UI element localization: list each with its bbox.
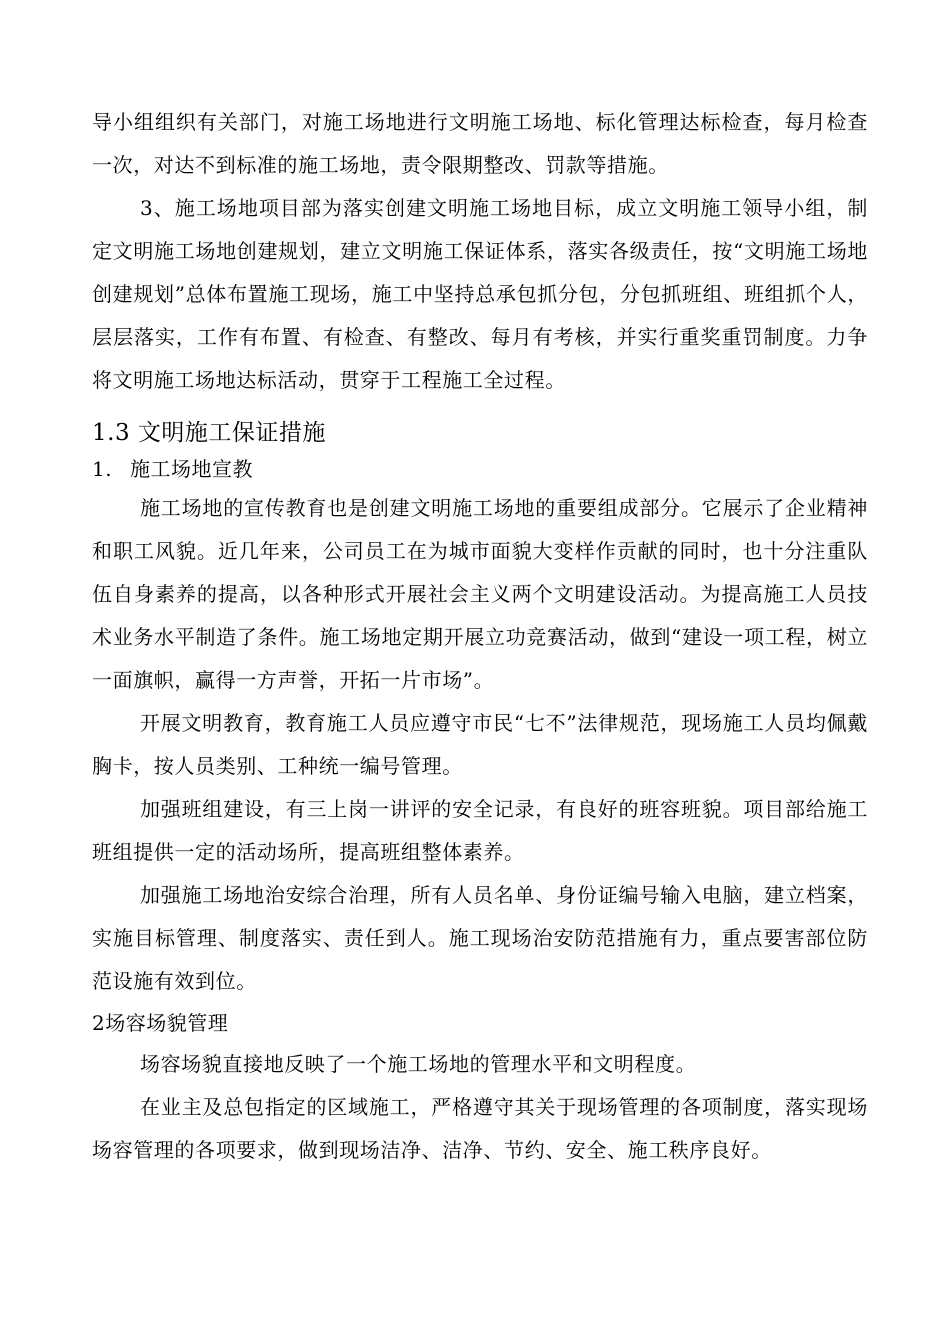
- subsection-heading-1: [92, 452, 868, 487]
- subsection-heading-2: 2场容场貌管理: [92, 1011, 229, 1035]
- subsection-title: 施工场地宣教: [130, 457, 253, 481]
- paragraph-item-3: 3、施工场地项目部为落实创建文明施工场地目标，成立文明施工领导小组，制定文明施工场地创建规划，建立文明施工保证体系，落实各级责任，按“文明施工场地创建规划”总体布置施工现场，施工中坚持总承包抓分包，分包抓班组、班组抓个人，层层落实，工作有布置、有检查、有整改、每月有考核，并实行重奖重罚制度。力争将文明施工场地达标活动，贯穿于工程施工全过程。: [92, 196, 868, 392]
- paragraph: 开展文明教育，教育施工人员应遵守市民“七不”法律规范，现场施工人员均佩戴胸卡，按人员类别、工种统一编号管理。: [92, 711, 868, 778]
- paragraph: 施工场地的宣传教育也是创建文明施工场地的重要组成部分。它展示了企业精神和职工风貌。近几年来，公司员工在为城市面貌大变样作贡献的同时，也十分注重队伍自身素养的提高，以各种形式开展社会主义两个文明建设活动。为提高施工人员技术业务水平制造了条件。施工场地定期开展立功竞赛活动，做到“建设一项工程，树立一面旗帜，赢得一方声誉，开拓一片市场”。: [92, 496, 868, 692]
- section-heading: 1.3 文明施工保证措施: [92, 420, 326, 446]
- paragraph: 场容场貌直接地反映了一个施工场地的管理水平和文明程度。: [140, 1052, 697, 1076]
- paragraph: 加强施工场地治安综合治理，所有人员名单、身份证编号输入电脑，建立档案，实施目标管理、制度落实、责任到人。施工现场治安防范措施有力，重点要害部位防范设施有效到位。: [92, 883, 868, 993]
- paragraph: 加强班组建设，有三上岗一讲评的安全记录，有良好的班容班貌。项目部给施工班组提供一定的活动场所，提高班组整体素养。: [92, 797, 868, 864]
- paragraph-continued: 导小组组织有关部门，对施工场地进行文明施工场地、标化管理达标检查，每月检查一次，对达不到标准的施工场地，责令限期整改、罚款等措施。: [92, 110, 868, 177]
- subsection-number: 1.: [92, 457, 113, 481]
- document-body: [92, 101, 868, 1172]
- paragraph: 在业主及总包指定的区域施工，严格遵守其关于现场管理的各项制度，落实现场场容管理的各项要求，做到现场洁净、洁净、节约、安全、施工秩序良好。: [92, 1095, 868, 1162]
